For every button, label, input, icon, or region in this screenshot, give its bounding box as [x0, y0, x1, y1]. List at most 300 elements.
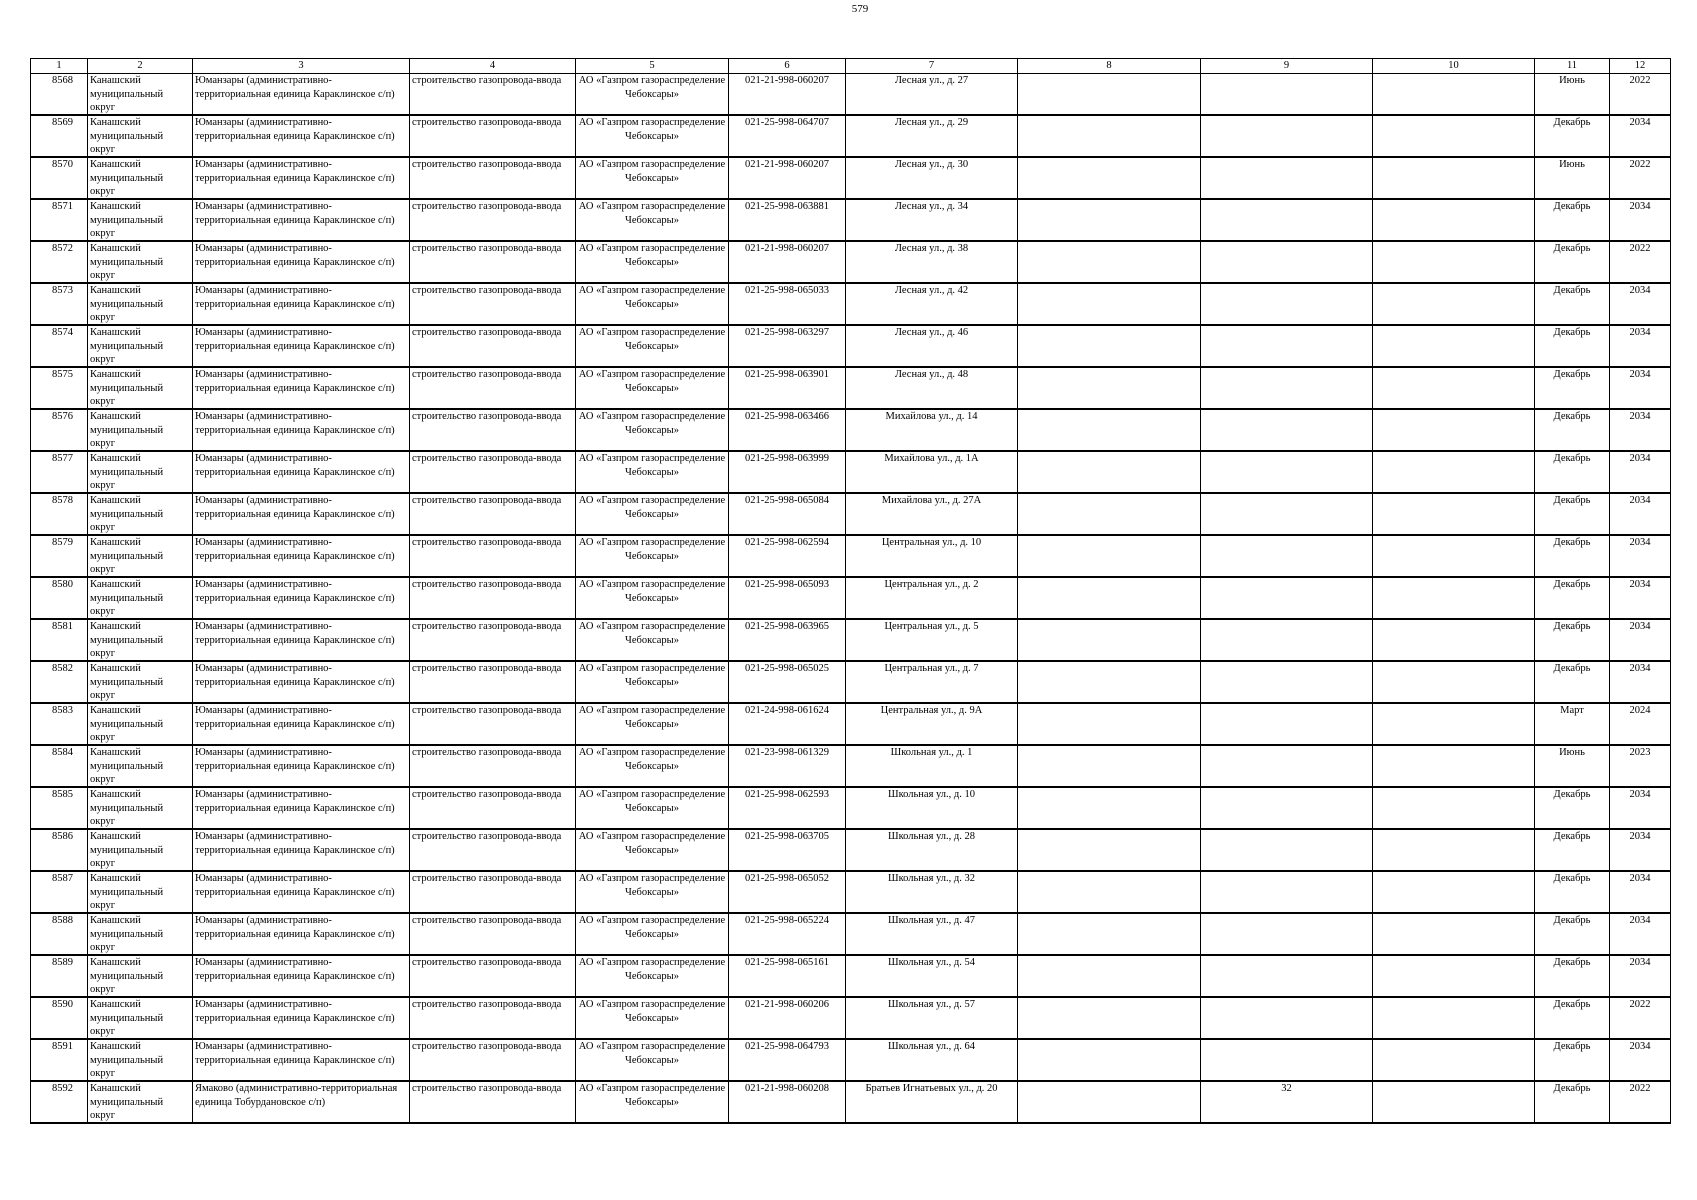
cadastral-code-cell-text: 021-25-998-062594 — [745, 537, 829, 548]
month-cell — [1535, 409, 1610, 451]
column-number-9: 9 — [1201, 59, 1373, 74]
column-10-cell-text — [1375, 746, 1532, 786]
column-10-cell-text — [1375, 788, 1532, 828]
settlement-cell-text: Юманзары (административно-территориальная единица Караклинское с/п) — [195, 999, 395, 1024]
table-row — [31, 1039, 1671, 1081]
settlement-cell — [193, 199, 410, 241]
column-8-cell-text — [1020, 242, 1198, 282]
column-9-cell-text — [1203, 662, 1370, 702]
row-number — [31, 241, 88, 283]
column-10-cell-text — [1375, 242, 1532, 282]
district-cell — [88, 913, 193, 955]
month-cell — [1535, 451, 1610, 493]
column-number-12: 12 — [1610, 59, 1671, 74]
organization-cell — [576, 199, 729, 241]
column-10-cell-text — [1375, 914, 1532, 954]
month-cell — [1535, 955, 1610, 997]
work-type-cell — [410, 409, 576, 451]
column-10-cell-text — [1375, 536, 1532, 576]
column-8-cell — [1018, 661, 1201, 703]
organization-cell — [576, 283, 729, 325]
row-number-text: 8591 — [52, 1041, 73, 1052]
year-cell-text: 2034 — [1629, 327, 1651, 338]
district-cell-text: Канашский муниципальный округ — [90, 999, 164, 1038]
cadastral-code-cell — [729, 955, 846, 997]
address-cell-text: Лесная ул., д. 46 — [894, 327, 969, 338]
row-number-text: 8568 — [52, 75, 73, 86]
settlement-cell — [193, 829, 410, 871]
address-cell — [846, 829, 1018, 871]
settlement-cell — [193, 619, 410, 661]
row-number-text: 8590 — [52, 999, 73, 1010]
address-cell — [846, 703, 1018, 745]
month-cell-text: Декабрь — [1553, 453, 1591, 464]
table-row — [31, 829, 1671, 871]
column-8-cell — [1018, 955, 1201, 997]
organization-cell — [576, 703, 729, 745]
address-cell-text: Школьная ул., д. 47 — [887, 915, 976, 926]
column-8-cell — [1018, 451, 1201, 493]
work-type-cell-text: строительство газопровода-ввода — [412, 453, 562, 464]
organization-cell — [576, 493, 729, 535]
organization-cell — [576, 1039, 729, 1081]
settlement-cell-text: Юманзары (административно-территориальная единица Караклинское с/п) — [195, 243, 395, 268]
cadastral-code-cell — [729, 199, 846, 241]
column-9-cell-text: 32 — [1281, 1083, 1292, 1094]
column-10-cell — [1373, 241, 1535, 283]
district-cell-text: Канашский муниципальный округ — [90, 789, 164, 828]
district-cell — [88, 745, 193, 787]
address-cell-text: Школьная ул., д. 32 — [887, 873, 976, 884]
month-cell-text: Декабрь — [1553, 789, 1591, 800]
table-row — [31, 913, 1671, 955]
settlement-cell — [193, 703, 410, 745]
address-cell — [846, 745, 1018, 787]
row-number-text: 8573 — [52, 285, 73, 296]
work-type-cell-text: строительство газопровода-ввода — [412, 621, 562, 632]
year-cell-text: 2034 — [1629, 537, 1651, 548]
month-cell-text: Июнь — [1559, 159, 1585, 170]
work-type-cell-text: строительство газопровода-ввода — [412, 159, 562, 170]
row-number — [31, 409, 88, 451]
organization-cell — [576, 157, 729, 199]
month-cell — [1535, 535, 1610, 577]
column-8-cell-text — [1020, 830, 1198, 870]
address-cell-text: Михайлова ул., д. 1А — [884, 453, 979, 464]
column-8-cell-text — [1020, 326, 1198, 366]
year-cell-text: 2034 — [1629, 957, 1651, 968]
cadastral-code-cell — [729, 325, 846, 367]
year-cell — [1610, 913, 1671, 955]
settlement-cell-text: Юманзары (административно-территориальная единица Караклинское с/п) — [195, 831, 395, 856]
year-cell — [1610, 1081, 1671, 1123]
organization-cell — [576, 115, 729, 157]
column-number-8: 8 — [1018, 59, 1201, 74]
row-number — [31, 74, 88, 116]
cadastral-code-cell-text: 021-25-998-065052 — [745, 873, 829, 884]
cadastral-code-cell — [729, 493, 846, 535]
settlement-cell — [193, 787, 410, 829]
year-cell — [1610, 577, 1671, 619]
row-number — [31, 115, 88, 157]
address-cell — [846, 157, 1018, 199]
table-row — [31, 451, 1671, 493]
column-8-cell — [1018, 199, 1201, 241]
work-type-cell-text: строительство газопровода-ввода — [412, 327, 562, 338]
row-number — [31, 367, 88, 409]
organization-cell-text: АО «Газпром газораспределение Чебоксары» — [578, 957, 726, 982]
row-number — [31, 871, 88, 913]
organization-cell — [576, 409, 729, 451]
column-8-cell-text — [1020, 284, 1198, 324]
column-9-cell-text — [1203, 704, 1370, 744]
cadastral-code-cell — [729, 451, 846, 493]
work-type-cell — [410, 913, 576, 955]
address-cell — [846, 577, 1018, 619]
work-type-cell-text: строительство газопровода-ввода — [412, 705, 562, 716]
organization-cell — [576, 787, 729, 829]
row-number — [31, 199, 88, 241]
settlement-cell-text: Юманзары (административно-территориальная единица Караклинское с/п) — [195, 327, 395, 352]
work-type-cell — [410, 241, 576, 283]
year-cell-text: 2022 — [1629, 243, 1651, 254]
column-9-cell — [1201, 577, 1373, 619]
cadastral-code-cell — [729, 829, 846, 871]
district-cell — [88, 871, 193, 913]
work-type-cell — [410, 703, 576, 745]
cadastral-code-cell-text: 021-25-998-063466 — [745, 411, 829, 422]
column-9-cell-text — [1203, 746, 1370, 786]
address-cell-text: Лесная ул., д. 38 — [894, 243, 969, 254]
row-number — [31, 997, 88, 1039]
column-8-cell-text — [1020, 914, 1198, 954]
column-9-cell — [1201, 1039, 1373, 1081]
column-8-cell — [1018, 745, 1201, 787]
district-cell — [88, 787, 193, 829]
settlement-cell-text: Юманзары (административно-территориальная единица Караклинское с/п) — [195, 537, 395, 562]
organization-cell — [576, 955, 729, 997]
address-cell-text: Школьная ул., д. 57 — [887, 999, 976, 1010]
address-cell-text: Центральная ул., д. 7 — [884, 663, 979, 674]
column-10-cell — [1373, 325, 1535, 367]
year-cell — [1610, 787, 1671, 829]
year-cell-text: 2034 — [1629, 873, 1651, 884]
column-8-cell-text — [1020, 788, 1198, 828]
column-8-cell — [1018, 325, 1201, 367]
cadastral-code-cell-text: 021-25-998-064793 — [745, 1041, 829, 1052]
address-cell-text: Школьная ул., д. 54 — [887, 957, 976, 968]
month-cell-text: Декабрь — [1553, 873, 1591, 884]
settlement-cell — [193, 325, 410, 367]
year-cell-text: 2022 — [1629, 1083, 1651, 1094]
row-number-text: 8583 — [52, 705, 73, 716]
month-cell — [1535, 1081, 1610, 1123]
district-cell — [88, 1039, 193, 1081]
address-cell — [846, 451, 1018, 493]
cadastral-code-cell — [729, 745, 846, 787]
cadastral-code-cell — [729, 157, 846, 199]
table-body — [31, 74, 1671, 1124]
column-8-cell-text — [1020, 662, 1198, 702]
column-10-cell — [1373, 451, 1535, 493]
year-cell — [1610, 325, 1671, 367]
row-number-text: 8572 — [52, 243, 73, 254]
month-cell-text: Декабрь — [1553, 243, 1591, 254]
year-cell — [1610, 157, 1671, 199]
row-number — [31, 157, 88, 199]
settlement-cell-text: Юманзары (административно-территориальная единица Караклинское с/п) — [195, 75, 395, 100]
month-cell — [1535, 997, 1610, 1039]
settlement-cell-text: Юманзары (административно-территориальная единица Караклинское с/п) — [195, 747, 395, 772]
settlement-cell-text: Юманзары (административно-территориальная единица Караклинское с/п) — [195, 957, 395, 982]
year-cell-text: 2022 — [1629, 159, 1651, 170]
year-cell — [1610, 493, 1671, 535]
settlement-cell — [193, 913, 410, 955]
column-number-1: 1 — [31, 59, 88, 74]
row-number-text: 8577 — [52, 453, 73, 464]
column-10-cell-text — [1375, 494, 1532, 534]
organization-cell-text: АО «Газпром газораспределение Чебоксары» — [578, 159, 726, 184]
cadastral-code-cell-text: 021-21-998-060206 — [745, 999, 829, 1010]
settlement-cell-text: Юманзары (административно-территориальная единица Караклинское с/п) — [195, 621, 395, 646]
cadastral-code-cell — [729, 871, 846, 913]
column-8-cell — [1018, 913, 1201, 955]
address-cell — [846, 241, 1018, 283]
address-cell-text: Центральная ул., д. 2 — [884, 579, 979, 590]
work-type-cell-text: строительство газопровода-ввода — [412, 285, 562, 296]
year-cell-text: 2023 — [1629, 747, 1651, 758]
column-9-cell-text — [1203, 914, 1370, 954]
district-cell-text: Канашский муниципальный округ — [90, 747, 164, 786]
year-cell — [1610, 661, 1671, 703]
settlement-cell-text: Юманзары (административно-территориальная единица Караклинское с/п) — [195, 915, 395, 940]
settlement-cell — [193, 74, 410, 116]
gasification-registry-table — [30, 58, 1671, 1124]
work-type-cell-text: строительство газопровода-ввода — [412, 1083, 562, 1094]
column-9-cell-text — [1203, 1040, 1370, 1080]
settlement-cell — [193, 955, 410, 997]
settlement-cell-text: Юманзары (административно-территориальная единица Караклинское с/п) — [195, 789, 395, 814]
table-row — [31, 493, 1671, 535]
column-10-cell-text — [1375, 830, 1532, 870]
work-type-cell-text: строительство газопровода-ввода — [412, 663, 562, 674]
column-8-cell — [1018, 871, 1201, 913]
month-cell — [1535, 74, 1610, 116]
column-10-cell — [1373, 871, 1535, 913]
year-cell — [1610, 745, 1671, 787]
address-cell — [846, 997, 1018, 1039]
year-cell-text: 2034 — [1629, 201, 1651, 212]
work-type-cell-text: строительство газопровода-ввода — [412, 789, 562, 800]
month-cell — [1535, 199, 1610, 241]
column-9-cell — [1201, 451, 1373, 493]
work-type-cell — [410, 115, 576, 157]
cadastral-code-cell — [729, 703, 846, 745]
cadastral-code-cell-text: 021-25-998-063965 — [745, 621, 829, 632]
district-cell — [88, 703, 193, 745]
column-9-cell — [1201, 493, 1373, 535]
address-cell — [846, 619, 1018, 661]
district-cell — [88, 535, 193, 577]
row-number-text: 8580 — [52, 579, 73, 590]
cadastral-code-cell — [729, 787, 846, 829]
row-number-text: 8587 — [52, 873, 73, 884]
row-number — [31, 493, 88, 535]
settlement-cell-text: Юманзары (административно-территориальная единица Караклинское с/п) — [195, 1041, 395, 1066]
row-number — [31, 619, 88, 661]
address-cell-text: Школьная ул., д. 10 — [887, 789, 976, 800]
row-number — [31, 703, 88, 745]
column-10-cell-text — [1375, 284, 1532, 324]
column-9-cell-text — [1203, 956, 1370, 996]
column-10-cell — [1373, 787, 1535, 829]
year-cell-text: 2034 — [1629, 285, 1651, 296]
year-cell-text: 2034 — [1629, 663, 1651, 674]
table-row — [31, 367, 1671, 409]
work-type-cell — [410, 157, 576, 199]
work-type-cell — [410, 283, 576, 325]
cadastral-code-cell-text: 021-21-998-060207 — [745, 159, 829, 170]
organization-cell — [576, 74, 729, 116]
work-type-cell-text: строительство газопровода-ввода — [412, 873, 562, 884]
organization-cell-text: АО «Газпром газораспределение Чебоксары» — [578, 789, 726, 814]
table-row — [31, 703, 1671, 745]
column-9-cell — [1201, 745, 1373, 787]
month-cell — [1535, 913, 1610, 955]
settlement-cell-text: Юманзары (административно-территориальная единица Караклинское с/п) — [195, 369, 395, 394]
settlement-cell — [193, 451, 410, 493]
column-number-header-row — [31, 59, 1671, 74]
work-type-cell-text: строительство газопровода-ввода — [412, 495, 562, 506]
settlement-cell — [193, 745, 410, 787]
column-9-cell — [1201, 955, 1373, 997]
column-10-cell-text — [1375, 872, 1532, 912]
work-type-cell — [410, 787, 576, 829]
district-cell — [88, 997, 193, 1039]
column-9-cell — [1201, 325, 1373, 367]
month-cell-text: Декабрь — [1553, 411, 1591, 422]
work-type-cell-text: строительство газопровода-ввода — [412, 1041, 562, 1052]
work-type-cell — [410, 829, 576, 871]
work-type-cell — [410, 451, 576, 493]
address-cell — [846, 74, 1018, 116]
address-cell — [846, 913, 1018, 955]
month-cell — [1535, 283, 1610, 325]
column-10-cell-text — [1375, 74, 1532, 114]
column-8-cell — [1018, 283, 1201, 325]
cadastral-code-cell — [729, 619, 846, 661]
cadastral-code-cell-text: 021-25-998-063881 — [745, 201, 829, 212]
cadastral-code-cell — [729, 997, 846, 1039]
row-number-text: 8571 — [52, 201, 73, 212]
table-row — [31, 577, 1671, 619]
row-number — [31, 1081, 88, 1123]
cadastral-code-cell-text: 021-25-998-065084 — [745, 495, 829, 506]
table-row — [31, 241, 1671, 283]
district-cell-text: Канашский муниципальный округ — [90, 117, 164, 156]
month-cell — [1535, 493, 1610, 535]
organization-cell-text: АО «Газпром газораспределение Чебоксары» — [578, 453, 726, 478]
column-8-cell-text — [1020, 620, 1198, 660]
organization-cell-text: АО «Газпром газораспределение Чебоксары» — [578, 663, 726, 688]
month-cell-text: Декабрь — [1553, 201, 1591, 212]
column-8-cell — [1018, 115, 1201, 157]
organization-cell-text: АО «Газпром газораспределение Чебоксары» — [578, 831, 726, 856]
column-10-cell — [1373, 745, 1535, 787]
year-cell — [1610, 367, 1671, 409]
address-cell — [846, 871, 1018, 913]
row-number-text: 8586 — [52, 831, 73, 842]
work-type-cell-text: строительство газопровода-ввода — [412, 579, 562, 590]
district-cell-text: Канашский муниципальный округ — [90, 705, 164, 744]
district-cell — [88, 409, 193, 451]
settlement-cell-text: Юманзары (административно-территориальная единица Караклинское с/п) — [195, 411, 395, 436]
organization-cell-text: АО «Газпром газораспределение Чебоксары» — [578, 495, 726, 520]
district-cell-text: Канашский муниципальный округ — [90, 1041, 164, 1080]
column-10-cell — [1373, 115, 1535, 157]
row-number — [31, 325, 88, 367]
cadastral-code-cell-text: 021-25-998-062593 — [745, 789, 829, 800]
cadastral-code-cell-text: 021-25-998-063297 — [745, 327, 829, 338]
row-number-text: 8570 — [52, 159, 73, 170]
column-10-cell-text — [1375, 1040, 1532, 1080]
address-cell — [846, 661, 1018, 703]
organization-cell — [576, 871, 729, 913]
organization-cell — [576, 913, 729, 955]
district-cell — [88, 115, 193, 157]
district-cell-text: Канашский муниципальный округ — [90, 1083, 164, 1122]
organization-cell-text: АО «Газпром газораспределение Чебоксары» — [578, 243, 726, 268]
page-number: 579 — [851, 3, 869, 15]
organization-cell-text: АО «Газпром газораспределение Чебоксары» — [578, 201, 726, 226]
district-cell-text: Канашский муниципальный округ — [90, 411, 164, 450]
column-9-cell-text — [1203, 536, 1370, 576]
row-number — [31, 283, 88, 325]
column-9-cell — [1201, 787, 1373, 829]
table-row — [31, 787, 1671, 829]
year-cell — [1610, 955, 1671, 997]
row-number-text: 8575 — [52, 369, 73, 380]
column-9-cell — [1201, 703, 1373, 745]
month-cell-text: Декабрь — [1553, 369, 1591, 380]
year-cell — [1610, 199, 1671, 241]
settlement-cell — [193, 283, 410, 325]
address-cell-text: Центральная ул., д. 10 — [881, 537, 982, 548]
address-cell — [846, 1081, 1018, 1123]
year-cell-text: 2034 — [1629, 453, 1651, 464]
row-number — [31, 661, 88, 703]
cadastral-code-cell-text: 021-21-998-060207 — [745, 243, 829, 254]
work-type-cell — [410, 367, 576, 409]
cadastral-code-cell — [729, 1081, 846, 1123]
year-cell — [1610, 829, 1671, 871]
organization-cell-text: АО «Газпром газораспределение Чебоксары» — [578, 873, 726, 898]
month-cell-text: Декабрь — [1553, 327, 1591, 338]
work-type-cell-text: строительство газопровода-ввода — [412, 537, 562, 548]
year-cell — [1610, 871, 1671, 913]
year-cell-text: 2034 — [1629, 369, 1651, 380]
settlement-cell-text: Юманзары (административно-территориальная единица Караклинское с/п) — [195, 117, 395, 142]
row-number-text: 8569 — [52, 117, 73, 128]
column-8-cell — [1018, 409, 1201, 451]
column-9-cell — [1201, 997, 1373, 1039]
settlement-cell-text: Юманзары (административно-территориальная единица Караклинское с/п) — [195, 453, 395, 478]
month-cell-text: Декабрь — [1553, 285, 1591, 296]
settlement-cell — [193, 493, 410, 535]
district-cell — [88, 325, 193, 367]
cadastral-code-cell — [729, 913, 846, 955]
organization-cell-text: АО «Газпром газораспределение Чебоксары» — [578, 537, 726, 562]
